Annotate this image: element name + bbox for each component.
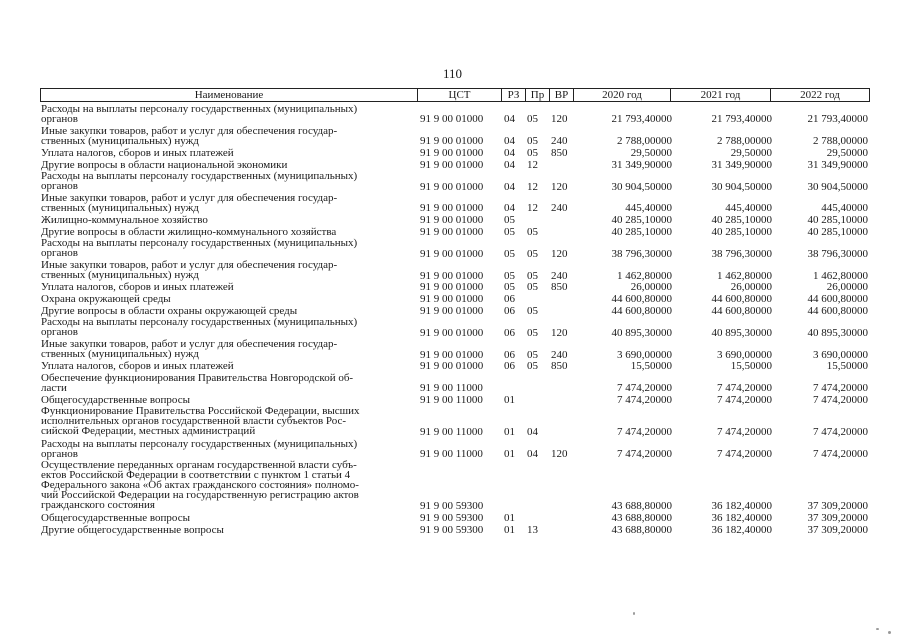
- row-name: Обеспечение функционирования Правительства Новгородской об- ласти: [41, 371, 354, 394]
- row-2020: 21 793,40000: [611, 113, 672, 126]
- row-rz: 01: [504, 523, 515, 536]
- row-2020: 43 688,80000: [611, 500, 672, 513]
- row-cst: 91 9 00 01000: [420, 304, 484, 317]
- row-rz: 04: [504, 113, 515, 126]
- scan-speck: [876, 628, 879, 630]
- table-row: [40, 148, 870, 158]
- row-2021: 36 182,40000: [711, 523, 772, 536]
- table-row: [40, 406, 870, 437]
- row-rz: 04: [504, 135, 515, 148]
- row-rz: 06: [504, 348, 515, 361]
- table-row: [40, 361, 870, 371]
- table-row: [40, 215, 870, 225]
- row-vr: 240: [551, 269, 568, 282]
- row-vr: 120: [551, 447, 568, 460]
- row-rz: 06: [504, 360, 515, 373]
- row-2022: 445,40000: [821, 202, 868, 215]
- page-number: 110: [442, 66, 463, 81]
- table-row: [40, 395, 870, 405]
- row-2021: 3 690,00000: [717, 348, 772, 361]
- row-pr: 04: [527, 425, 538, 438]
- row-2020: 15,50000: [630, 360, 672, 373]
- table-row: [40, 193, 870, 213]
- row-pr: 05: [527, 348, 538, 361]
- row-2020: 38 796,30000: [611, 247, 672, 260]
- row-2021: 40 285,10000: [711, 225, 772, 238]
- row-cst: 91 9 00 01000: [420, 180, 484, 193]
- row-cst: 91 9 00 01000: [420, 326, 484, 339]
- row-2022: 29,50000: [826, 146, 868, 159]
- row-name: Жилищно-коммунальное хозяйство: [41, 214, 208, 226]
- row-rz: 04: [504, 202, 515, 215]
- row-rz: 06: [504, 326, 515, 339]
- table-row: [40, 227, 870, 237]
- row-pr: 13: [527, 523, 538, 536]
- row-cst: 91 9 00 11000: [420, 382, 483, 395]
- row-pr: 04: [527, 447, 538, 460]
- table-row: [40, 104, 870, 124]
- row-2022: 7 474,20000: [813, 425, 868, 438]
- row-vr: 120: [551, 247, 568, 260]
- row-2020: 1 462,80000: [617, 269, 672, 282]
- table-row: [40, 171, 870, 191]
- header-rz: РЗ: [502, 89, 526, 101]
- row-2020: 44 600,80000: [611, 304, 672, 317]
- row-vr: 120: [551, 180, 568, 193]
- row-cst: 91 9 00 01000: [420, 146, 484, 159]
- row-2022: 15,50000: [826, 360, 868, 373]
- row-2022: 7 474,20000: [813, 382, 868, 395]
- row-2021: 26,00000: [730, 281, 772, 294]
- row-cst: 91 9 00 59300: [420, 500, 484, 513]
- row-cst: 91 9 00 01000: [420, 360, 484, 373]
- row-cst: 91 9 00 11000: [420, 447, 483, 460]
- row-cst: 91 9 00 01000: [420, 158, 484, 171]
- row-cst: 91 9 00 01000: [420, 348, 484, 361]
- row-rz: 04: [504, 158, 515, 171]
- row-2021: 7 474,20000: [717, 447, 772, 460]
- row-2022: 37 309,20000: [807, 512, 868, 525]
- row-pr: 12: [527, 180, 538, 193]
- row-pr: 05: [527, 326, 538, 339]
- row-name: Другие вопросы в области охраны окружающей среды: [41, 304, 298, 317]
- row-2022: 1 462,80000: [813, 269, 868, 282]
- row-2022: 2 788,00000: [813, 135, 868, 148]
- row-2021: 7 474,20000: [717, 425, 772, 438]
- row-2020: 445,40000: [625, 202, 672, 215]
- row-2020: 40 285,10000: [611, 214, 672, 227]
- row-name: Уплата налогов, сборов и иных платежей: [41, 146, 234, 159]
- header-2021: 2021 год: [671, 89, 771, 101]
- table-row: [40, 238, 870, 258]
- row-2022: 40 895,30000: [807, 326, 868, 339]
- row-cst: 91 9 00 59300: [420, 512, 484, 525]
- row-rz: 05: [504, 214, 515, 227]
- row-rz: 06: [504, 293, 515, 306]
- row-rz: 04: [504, 180, 515, 193]
- table-row: [40, 513, 870, 523]
- row-cst: 91 9 00 01000: [420, 269, 484, 282]
- row-2020: 26,00000: [630, 281, 672, 294]
- row-2022: 7 474,20000: [813, 393, 868, 406]
- row-name: Осуществление переданных органам государственной власти субъ- ектов Российской Федерации в соответствии с пунктом 1 статьи 4 Федерального закона «Об актах гражданского состояния» полномо- чий Российской Федерации на государственную регистрацию актов гражданского состояния: [41, 459, 359, 512]
- row-2021: 7 474,20000: [717, 393, 772, 406]
- row-cst: 91 9 00 01000: [420, 135, 484, 148]
- scan-speck: [888, 631, 891, 634]
- row-2021: 15,50000: [730, 360, 772, 373]
- row-rz: 05: [504, 269, 515, 282]
- table-row: [40, 525, 870, 535]
- row-2022: 30 904,50000: [807, 180, 868, 193]
- row-2021: 31 349,90000: [711, 158, 772, 171]
- row-rz: 01: [504, 393, 515, 406]
- row-vr: 850: [551, 146, 568, 159]
- row-2022: 38 796,30000: [807, 247, 868, 260]
- row-name: Иные закупки товаров, работ и услуг для обеспечения государ- ственных (муниципальных) нужд: [41, 192, 338, 215]
- row-cst: 91 9 00 11000: [420, 425, 483, 438]
- row-rz: 01: [504, 425, 515, 438]
- row-pr: 05: [527, 113, 538, 126]
- header-2020: 2020 год: [574, 89, 671, 101]
- row-pr: 05: [527, 225, 538, 238]
- row-vr: 240: [551, 202, 568, 215]
- table-row: [40, 260, 870, 280]
- row-cst: 91 9 00 01000: [420, 113, 484, 126]
- row-cst: 91 9 00 59300: [420, 523, 484, 536]
- row-2022: 44 600,80000: [807, 304, 868, 317]
- row-2022: 7 474,20000: [813, 447, 868, 460]
- row-pr: 05: [527, 247, 538, 260]
- row-pr: 12: [527, 158, 538, 171]
- row-name: Иные закупки товаров, работ и услуг для обеспечения государ- ственных (муниципальных) нужд: [41, 259, 338, 282]
- row-name: Уплата налогов, сборов и иных платежей: [41, 281, 234, 294]
- row-2020: 43 688,80000: [611, 523, 672, 536]
- row-pr: 12: [527, 202, 538, 215]
- table-row: [40, 282, 870, 292]
- row-name: Общегосударственные вопросы: [41, 511, 190, 524]
- row-cst: 91 9 00 01000: [420, 293, 484, 306]
- row-name: Расходы на выплаты персоналу государственных (муниципальных) органов: [41, 170, 358, 193]
- row-2022: 37 309,20000: [807, 500, 868, 513]
- row-2022: 26,00000: [826, 281, 868, 294]
- row-cst: 91 9 00 11000: [420, 393, 483, 406]
- table-row: [40, 126, 870, 146]
- row-vr: 120: [551, 113, 568, 126]
- row-pr: 05: [527, 281, 538, 294]
- row-name: Функционирование Правительства Российской Федерации, высших исполнительных органов государственной власти субъектов Рос- сийской Федерации, местных администраций: [41, 405, 360, 438]
- row-2021: 30 904,50000: [711, 180, 772, 193]
- table-row: [40, 439, 870, 459]
- row-vr: 120: [551, 326, 568, 339]
- row-2021: 445,40000: [725, 202, 772, 215]
- table-row: [40, 339, 870, 359]
- scan-speck: [633, 612, 635, 615]
- row-pr: 05: [527, 146, 538, 159]
- row-name: Расходы на выплаты персоналу государственных (муниципальных) органов: [41, 237, 358, 260]
- row-2022: 31 349,90000: [807, 158, 868, 171]
- table-row: [40, 294, 870, 304]
- row-name: Общегосударственные вопросы: [41, 393, 190, 406]
- row-rz: 01: [504, 447, 515, 460]
- row-cst: 91 9 00 01000: [420, 247, 484, 260]
- header-2022: 2022 год: [800, 89, 840, 101]
- row-rz: 04: [504, 146, 515, 159]
- row-2020: 7 474,20000: [617, 382, 672, 395]
- row-cst: 91 9 00 01000: [420, 202, 484, 215]
- row-2020: 43 688,80000: [611, 512, 672, 525]
- row-2022: 40 285,10000: [807, 214, 868, 227]
- row-2021: 21 793,40000: [711, 113, 772, 126]
- row-rz: 05: [504, 247, 515, 260]
- row-2022: 21 793,40000: [807, 113, 868, 126]
- row-name: Расходы на выплаты персоналу государственных (муниципальных) органов: [41, 316, 358, 339]
- row-name: Расходы на выплаты персоналу государственных (муниципальных) органов: [41, 103, 358, 125]
- row-2021: 36 182,40000: [711, 500, 772, 513]
- row-vr: 240: [551, 348, 568, 361]
- row-2021: 40 895,30000: [711, 326, 772, 339]
- row-2021: 1 462,80000: [717, 269, 772, 282]
- row-2021: 44 600,80000: [711, 304, 772, 317]
- row-2022: 3 690,00000: [813, 348, 868, 361]
- row-pr: 05: [527, 135, 538, 148]
- row-pr: 05: [527, 304, 538, 317]
- header-cst: ЦСТ: [418, 89, 502, 101]
- table-row: [40, 317, 870, 337]
- table-header: [40, 88, 870, 102]
- row-2022: 40 285,10000: [807, 225, 868, 238]
- table-row: [40, 460, 870, 511]
- header-pr: Пр: [526, 89, 550, 101]
- row-2020: 31 349,90000: [611, 158, 672, 171]
- row-2020: 7 474,20000: [617, 393, 672, 406]
- row-2021: 36 182,40000: [711, 512, 772, 525]
- row-rz: 05: [504, 225, 515, 238]
- row-vr: 850: [551, 360, 568, 373]
- table-row: [40, 160, 870, 170]
- row-2020: 3 690,00000: [617, 348, 672, 361]
- row-2020: 7 474,20000: [617, 447, 672, 460]
- row-name: Другие вопросы в области жилищно-коммунального хозяйства: [41, 225, 337, 238]
- row-2020: 29,50000: [630, 146, 672, 159]
- row-2020: 2 788,00000: [617, 135, 672, 148]
- row-2020: 40 895,30000: [611, 326, 672, 339]
- row-name: Другие вопросы в области национальной экономики: [41, 158, 288, 171]
- row-cst: 91 9 00 01000: [420, 281, 484, 294]
- row-2021: 2 788,00000: [717, 135, 772, 148]
- row-2021: 7 474,20000: [717, 382, 772, 395]
- row-name: Уплата налогов, сборов и иных платежей: [41, 360, 234, 373]
- row-vr: 240: [551, 135, 568, 148]
- row-2022: 37 309,20000: [807, 523, 868, 536]
- row-2022: 44 600,80000: [807, 293, 868, 306]
- row-name: Иные закупки товаров, работ и услуг для обеспечения государ- ственных (муниципальных) нужд: [41, 338, 338, 361]
- row-name: Охрана окружающей среды: [41, 292, 171, 305]
- header-vr: ВР: [550, 89, 574, 101]
- row-2021: 29,50000: [730, 146, 772, 159]
- row-2021: 38 796,30000: [711, 247, 772, 260]
- row-rz: 05: [504, 281, 515, 294]
- table-row: [40, 306, 870, 316]
- row-name: Иные закупки товаров, работ и услуг для обеспечения государ- ственных (муниципальных) нужд: [41, 124, 338, 147]
- row-2020: 30 904,50000: [611, 180, 672, 193]
- row-pr: 05: [527, 360, 538, 373]
- row-2021: 44 600,80000: [711, 293, 772, 306]
- row-cst: 91 9 00 01000: [420, 214, 484, 227]
- row-rz: 01: [504, 512, 515, 525]
- row-2020: 40 285,10000: [611, 225, 672, 238]
- row-vr: 850: [551, 281, 568, 294]
- header-name: Наименование: [41, 89, 418, 101]
- row-name: Расходы на выплаты персоналу государственных (муниципальных) органов: [41, 437, 358, 460]
- row-2021: 40 285,10000: [711, 214, 772, 227]
- row-2020: 44 600,80000: [611, 293, 672, 306]
- row-name: Другие общегосударственные вопросы: [41, 523, 224, 536]
- table-row: [40, 373, 870, 393]
- row-2020: 7 474,20000: [617, 425, 672, 438]
- row-cst: 91 9 00 01000: [420, 225, 484, 238]
- row-rz: 06: [504, 304, 515, 317]
- row-pr: 05: [527, 269, 538, 282]
